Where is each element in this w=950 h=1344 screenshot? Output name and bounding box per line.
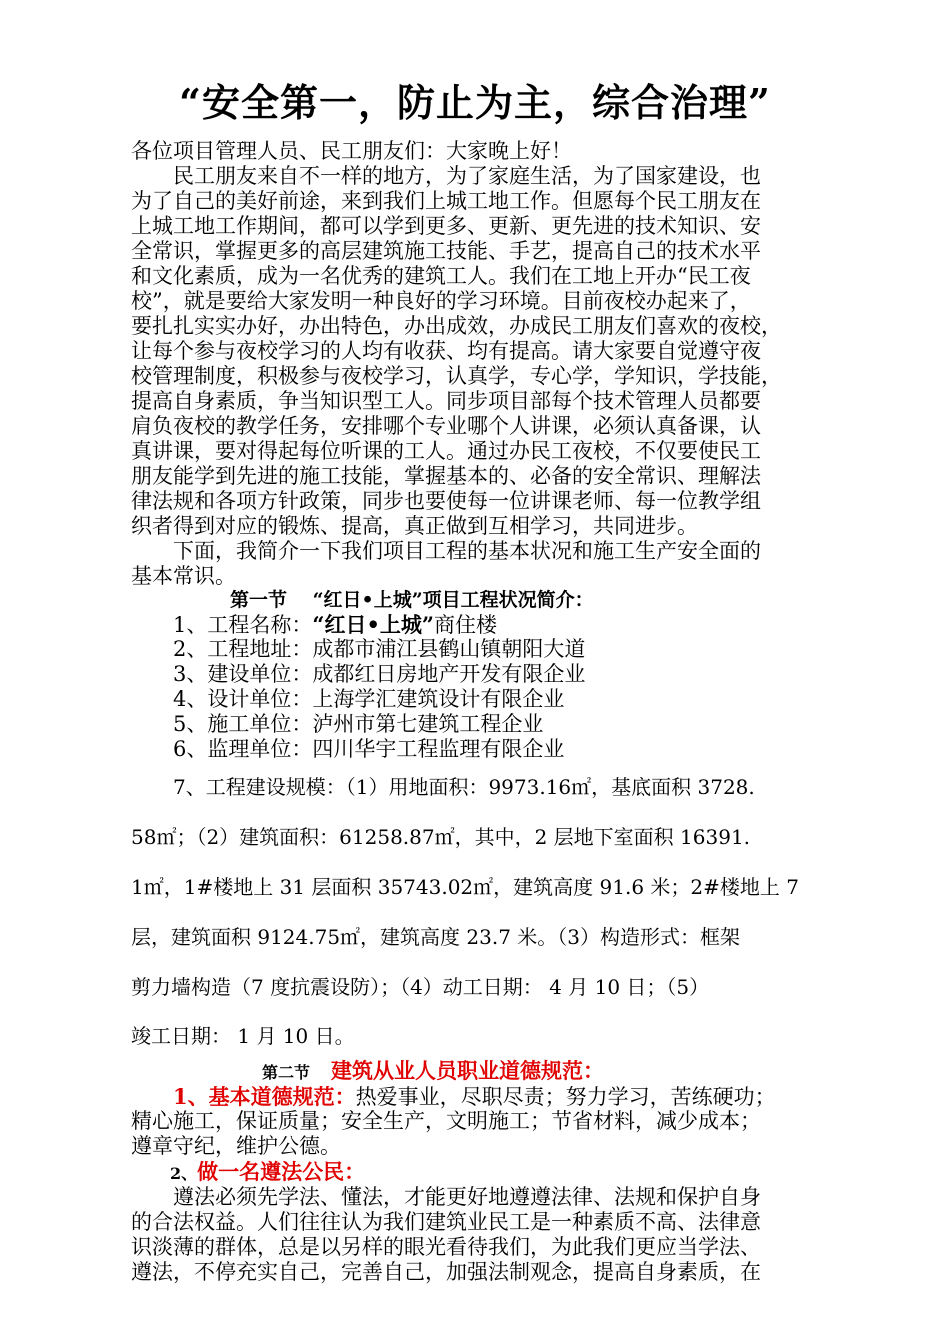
text-line: 识淡薄的群体，总是以另样的眼光看待我们，为此我们更应当学法、: [131, 1235, 761, 1259]
scale-line: 剪力墙构造（7 度抗震设防）；（4）动工日期： 4 月 10 日；（5）: [131, 975, 710, 999]
text-line: 遵法必须先学法、懂法，才能更好地遵遵法律、法规和保护自身: [131, 1185, 761, 1209]
text-line: 上城工地工作期间，都可以学到更多、更新、更先进的技术知识、安: [131, 214, 761, 238]
project-item: 5、施工单位：泸州市第七建筑工程企业: [173, 712, 544, 736]
text-line: 各位项目管理人员、民工朋友们：大家晚上好！: [131, 139, 572, 163]
project-item: 3、建设单位：成都红日房地产开发有限企业: [173, 662, 586, 686]
text-line: 为了自己的美好前途，来到我们上城工地工作。但愿每个民工朋友在: [131, 189, 761, 213]
scale-line: 层，建筑面积 9124.75㎡，建筑高度 23.7 米。（3）构造形式：框架: [131, 925, 741, 949]
moral-norms-text: 热爱事业，尽职尽责；努力学习，苦练硬功；: [355, 1085, 776, 1109]
section2-title: 建筑从业人员职业道德规范：: [331, 1058, 605, 1083]
moral-norms-line: [173, 1084, 776, 1110]
text-line: 校管理制度，积极参与夜校学习，认真学，专心学，学知识，学技能，: [131, 364, 782, 388]
project-item: 2、工程地址：成都市浦江县鹤山镇朝阳大道: [173, 637, 586, 661]
project-name: “红日•上城”: [312, 612, 434, 637]
text-line: 真讲课，要对得起每位听课的工人。通过办民工夜校，不仅要使民工: [131, 439, 761, 463]
project-item: 4、设计单位：上海学汇建筑设计有限企业: [173, 687, 565, 711]
scale-line: 1㎡，1#楼地上 31 层面积 35743.02㎡，建筑高度 91.6 米；2#楼地上 7: [131, 875, 799, 899]
law-citizen-title: 做一名遵法公民：: [197, 1159, 366, 1184]
text-line: 民工朋友来自不一样的地方，为了家庭生活，为了国家建设，也: [131, 164, 761, 188]
text-line: 基本常识。: [131, 564, 236, 588]
text-line: 让每个参与夜校学习的人均有收获、均有提高。请大家要自觉遵守夜: [131, 339, 761, 363]
scale-line: 7、工程建设规模：（1）用地面积：9973.16㎡，基底面积 3728.: [173, 775, 755, 799]
text-line: 遵法，不停充实自己，完善自己，加强法制观念，提高自身素质，在: [131, 1260, 761, 1284]
text-line: 织者得到对应的锻炼、提高，真正做到互相学习，共同进步。: [131, 514, 698, 538]
text-line: 和文化素质，成为一名优秀的建筑工人。我们在工地上开办“民工夜: [131, 264, 751, 288]
text-line: 要扎扎实实办好，办出特色，办出成效，办成民工朋友们喜欢的夜校，: [131, 314, 782, 338]
project-item: 6、监理单位：四川华宇工程监理有限企业: [173, 737, 565, 761]
law-citizen-num: 2、: [170, 1164, 198, 1183]
text-line: 的合法权益。人们往往认为我们建筑业民工是一种素质不高、法律意: [131, 1210, 761, 1234]
document-title: “安全第一，防止为主，综合治理”: [179, 80, 771, 125]
law-citizen-heading: [170, 1159, 365, 1186]
text-line: 律法规和各项方针政策，同步也要使每一位讲课老师、每一位教学组: [131, 489, 761, 513]
text-line: 朋友能学到先进的施工技能，掌握基本的、必备的安全常识、理解法: [131, 464, 761, 488]
text-line: 遵章守纪，维护公德。: [131, 1134, 341, 1158]
text-line: 校”，就是要给大家发明一种良好的学习环境。目前夜校办起来了，: [131, 289, 751, 313]
scale-line: 竣工日期： 1 月 10 日。: [131, 1024, 355, 1048]
section1-heading: 第一节 “红日•上城”项目工程状况简介：: [230, 589, 594, 611]
section2-prefix: 第二节: [262, 1063, 311, 1082]
text-line: 全常识，掌握更多的高层建筑施工技能、手艺，提高自己的技术水平: [131, 239, 761, 263]
text-line: 下面，我简介一下我们项目工程的基本状况和施工生产安全面的: [131, 539, 761, 563]
text-line: 精心施工，保证质量；安全生产，文明施工；节省材料，减少成本；: [131, 1109, 761, 1133]
moral-norms-label: 1、基本道德规范：: [173, 1084, 356, 1109]
project-name-tail: 商住楼: [433, 613, 497, 637]
project-item-label: 1、工程名称：: [173, 613, 313, 637]
scale-line: 58㎡；（2）建筑面积：61258.87㎡，其中，2 层地下室面积 16391.: [131, 825, 751, 849]
project-item: [173, 612, 497, 638]
text-line: 肩负夜校的教学任务，安排哪个专业哪个人讲课，必须认真备课，认: [131, 414, 761, 438]
text-line: 提高自身素质，争当知识型工人。同步项目部每个技术管理人员都要: [131, 389, 761, 413]
section2-heading: [262, 1058, 604, 1085]
